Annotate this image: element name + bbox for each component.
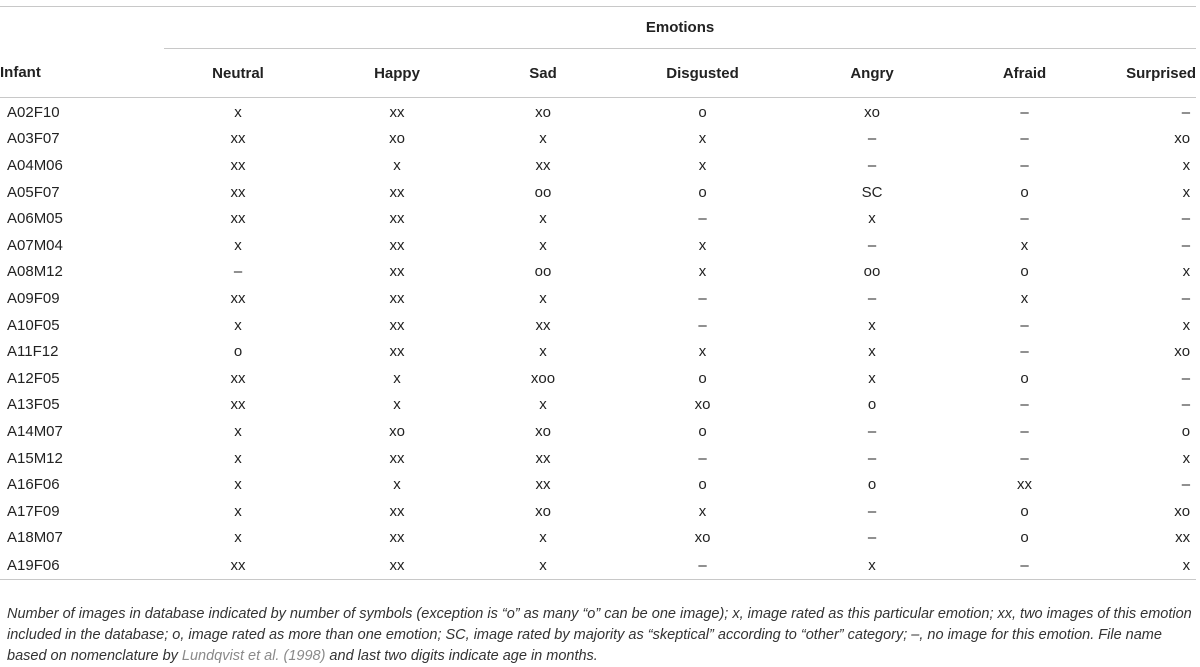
cell-afraid: –	[1020, 396, 1029, 414]
cell-angry: –	[867, 130, 877, 148]
cell-surprised: –	[1181, 289, 1191, 307]
cell-neutral: o	[233, 343, 243, 361]
cell-afraid: o	[1020, 502, 1029, 520]
cell-happy: xx	[389, 183, 405, 201]
cell-happy: x	[393, 396, 401, 414]
cell-afraid: o	[1020, 263, 1029, 281]
cell-surprised: –	[1181, 103, 1191, 121]
cell-angry: x	[868, 369, 876, 387]
cell-afraid: xx	[1017, 476, 1032, 494]
cell-angry: –	[867, 449, 877, 467]
table-row	[0, 551, 1196, 580]
cell-angry: x	[868, 343, 876, 361]
cell-surprised: xo	[1174, 343, 1191, 361]
cell-disgusted: x	[698, 263, 707, 281]
cell-afraid: –	[1020, 103, 1029, 121]
cell-sad: oo	[534, 263, 552, 281]
cell-sad: x	[539, 289, 547, 307]
cell-happy: xx	[389, 210, 405, 228]
column-header-disgusted: Disgusted	[604, 49, 801, 98]
cell-neutral: –	[233, 263, 243, 281]
cell-angry: –	[867, 289, 877, 307]
cell-surprised: –	[1181, 210, 1191, 228]
cell-infant-id: A11F12	[7, 343, 59, 361]
cell-sad: oo	[534, 183, 552, 201]
header-spacer	[0, 7, 164, 49]
column-header-neutral: Neutral	[164, 49, 312, 98]
cell-neutral: xx	[230, 289, 246, 307]
cell-sad: x	[539, 529, 547, 547]
cell-surprised: x	[1182, 449, 1191, 467]
table-row	[0, 285, 1196, 312]
cell-afraid: –	[1020, 422, 1029, 440]
cell-infant-id: A10F05	[7, 316, 60, 334]
cell-afraid: –	[1020, 343, 1029, 361]
cell-surprised: xx	[1175, 529, 1191, 547]
cell-infant-id: A13F05	[7, 396, 60, 414]
cell-infant-id: A19F06	[0, 551, 164, 580]
cell-disgusted: –	[698, 289, 707, 307]
cell-angry: –	[867, 156, 877, 174]
cell-happy: xx	[312, 551, 482, 580]
table-row	[0, 498, 1196, 525]
emotion-ratings-table	[0, 6, 1196, 580]
cell-infant-id: A12F05	[7, 369, 60, 387]
footnote-text: Number of images in database indicated by number of symbols (exception is “o” as many “o” can be one image); x, image rated as this particular emotion; xx, two images of this emotion included in the database; o, image rated as more than one emotion; SC, image rated by majority as “skeptical” according to “other” category; –, no image for this emotion. File name based on nomenclature by	[7, 605, 1192, 664]
cell-surprised: x	[1182, 263, 1191, 281]
table-row	[0, 126, 1196, 153]
cell-disgusted: o	[698, 183, 707, 201]
cell-disgusted: o	[698, 369, 707, 387]
cell-infant-id: A09F09	[7, 289, 60, 307]
cell-infant-id: A18M07	[7, 529, 63, 547]
cell-disgusted: –	[698, 449, 707, 467]
table-footnote	[7, 604, 1193, 667]
cell-disgusted: o	[698, 103, 707, 121]
cell-disgusted: o	[698, 422, 707, 440]
cell-afraid: –	[1020, 156, 1029, 174]
table-row	[0, 259, 1196, 286]
cell-sad: xx	[535, 476, 551, 494]
column-header-row	[0, 49, 1196, 98]
cell-sad: x	[482, 551, 604, 580]
cell-neutral: x	[234, 103, 242, 121]
cell-sad: x	[539, 130, 547, 148]
cell-afraid: x	[1020, 289, 1029, 307]
table-row	[0, 312, 1196, 339]
cell-angry: SC	[861, 183, 883, 201]
cell-happy: xx	[389, 316, 405, 334]
cell-surprised: –	[1181, 476, 1191, 494]
cell-afraid: –	[1020, 210, 1029, 228]
cell-disgusted: –	[698, 210, 707, 228]
cell-surprised: o	[1181, 422, 1191, 440]
cell-happy: xx	[389, 343, 405, 361]
cell-infant-id: A16F06	[7, 476, 60, 494]
column-header-afraid: Afraid	[943, 49, 1106, 98]
cell-afraid: –	[1020, 449, 1029, 467]
cell-infant-id: A17F09	[7, 502, 60, 520]
cell-neutral: xx	[230, 156, 246, 174]
cell-disgusted: x	[698, 343, 707, 361]
cell-sad: xx	[535, 449, 551, 467]
table-row	[0, 152, 1196, 179]
cell-surprised: xo	[1174, 130, 1191, 148]
cell-sad: x	[539, 396, 547, 414]
column-header-happy: Happy	[312, 49, 482, 98]
cell-surprised: x	[1106, 551, 1196, 580]
cell-happy: x	[393, 156, 401, 174]
emotions-group-header: Emotions	[164, 7, 1196, 49]
cell-infant-id: A05F07	[7, 183, 60, 201]
table-row	[0, 445, 1196, 472]
cell-infant-id: A15M12	[7, 449, 63, 467]
column-header-sad: Sad	[482, 49, 604, 98]
cell-happy: xx	[389, 502, 405, 520]
cell-surprised: x	[1182, 316, 1191, 334]
cell-angry: –	[867, 422, 877, 440]
cell-afraid: o	[1020, 369, 1029, 387]
table-row	[0, 205, 1196, 232]
cell-infant-id: A14M07	[7, 422, 63, 440]
cell-afraid: o	[1020, 529, 1029, 547]
cell-neutral: xx	[230, 210, 246, 228]
cell-sad: xo	[535, 422, 551, 440]
cell-neutral: xx	[230, 183, 246, 201]
cell-infant-id: A07M04	[7, 236, 63, 254]
cell-disgusted: xo	[694, 396, 711, 414]
table-row	[0, 365, 1196, 392]
cell-sad: xx	[535, 316, 551, 334]
cell-angry: x	[868, 210, 876, 228]
column-header-angry: Angry	[801, 49, 943, 98]
cell-infant-id: A08M12	[7, 263, 63, 281]
cell-disgusted: x	[698, 502, 707, 520]
cell-happy: xx	[389, 449, 405, 467]
cell-afraid: –	[1020, 130, 1029, 148]
cell-neutral: x	[234, 422, 242, 440]
column-header-surprised: Surprised	[1106, 49, 1196, 98]
cell-happy: xx	[389, 103, 405, 121]
cell-afraid: –	[1020, 316, 1029, 334]
cell-surprised: xo	[1174, 502, 1191, 520]
column-header-infant: Infant	[0, 49, 164, 98]
cell-disgusted: o	[698, 476, 707, 494]
cell-afraid: x	[1020, 236, 1029, 254]
cell-sad: x	[539, 236, 547, 254]
cell-disgusted: –	[698, 316, 707, 334]
cell-disgusted: x	[698, 236, 707, 254]
cell-infant-id: A02F10	[7, 103, 60, 121]
table-row	[0, 98, 1196, 126]
cell-happy: xx	[389, 236, 405, 254]
cell-neutral: xx	[164, 551, 312, 580]
cell-neutral: x	[234, 236, 242, 254]
table-body	[0, 98, 1196, 580]
footnote-text-end: and last two digits indicate age in months.	[325, 647, 598, 664]
cell-sad: xo	[535, 103, 551, 121]
table-row	[0, 525, 1196, 552]
cell-happy: x	[393, 369, 401, 387]
cell-angry: xo	[864, 103, 880, 121]
cell-neutral: x	[234, 316, 242, 334]
cell-happy: xx	[389, 289, 405, 307]
cell-surprised: –	[1181, 236, 1191, 254]
table-row	[0, 418, 1196, 445]
cell-infant-id: A06M05	[7, 210, 63, 228]
cell-disgusted: x	[698, 130, 707, 148]
cell-surprised: –	[1181, 369, 1191, 387]
cell-happy: xo	[389, 130, 405, 148]
cell-afraid: o	[1020, 183, 1029, 201]
cell-sad: xoo	[530, 369, 556, 387]
cell-neutral: x	[234, 502, 242, 520]
cell-disgusted: xo	[694, 529, 711, 547]
table-row	[0, 392, 1196, 419]
cell-happy: xx	[389, 263, 405, 281]
cell-surprised: –	[1181, 396, 1191, 414]
cell-angry: x	[868, 316, 876, 334]
cell-happy: x	[393, 476, 401, 494]
cell-angry: –	[867, 236, 877, 254]
cell-infant-id: A03F07	[7, 130, 60, 148]
cell-afraid: –	[943, 551, 1106, 580]
cell-angry: o	[867, 476, 877, 494]
cell-sad: xx	[535, 156, 551, 174]
cell-sad: x	[539, 210, 547, 228]
cell-angry: oo	[863, 263, 881, 281]
cell-neutral: xx	[230, 130, 246, 148]
cell-happy: xo	[389, 422, 405, 440]
cell-angry: x	[801, 551, 943, 580]
cell-angry: –	[867, 502, 877, 520]
cell-surprised: x	[1182, 183, 1191, 201]
cell-neutral: x	[234, 529, 242, 547]
cell-sad: xo	[535, 502, 551, 520]
cell-infant-id: A04M06	[7, 156, 63, 174]
cell-angry: –	[867, 529, 877, 547]
cell-neutral: xx	[230, 369, 246, 387]
cell-neutral: x	[234, 476, 242, 494]
cell-neutral: x	[234, 449, 242, 467]
citation-link[interactable]: Lundqvist et al. (1998)	[181, 647, 326, 664]
cell-surprised: x	[1182, 156, 1191, 174]
cell-disgusted: –	[604, 551, 801, 580]
cell-disgusted: x	[698, 156, 707, 174]
table-row	[0, 471, 1196, 498]
table-row	[0, 232, 1196, 259]
cell-happy: xx	[389, 529, 405, 547]
table-row	[0, 338, 1196, 365]
table-row	[0, 179, 1196, 206]
cell-angry: o	[867, 396, 877, 414]
cell-neutral: xx	[230, 396, 246, 414]
cell-sad: x	[539, 343, 547, 361]
